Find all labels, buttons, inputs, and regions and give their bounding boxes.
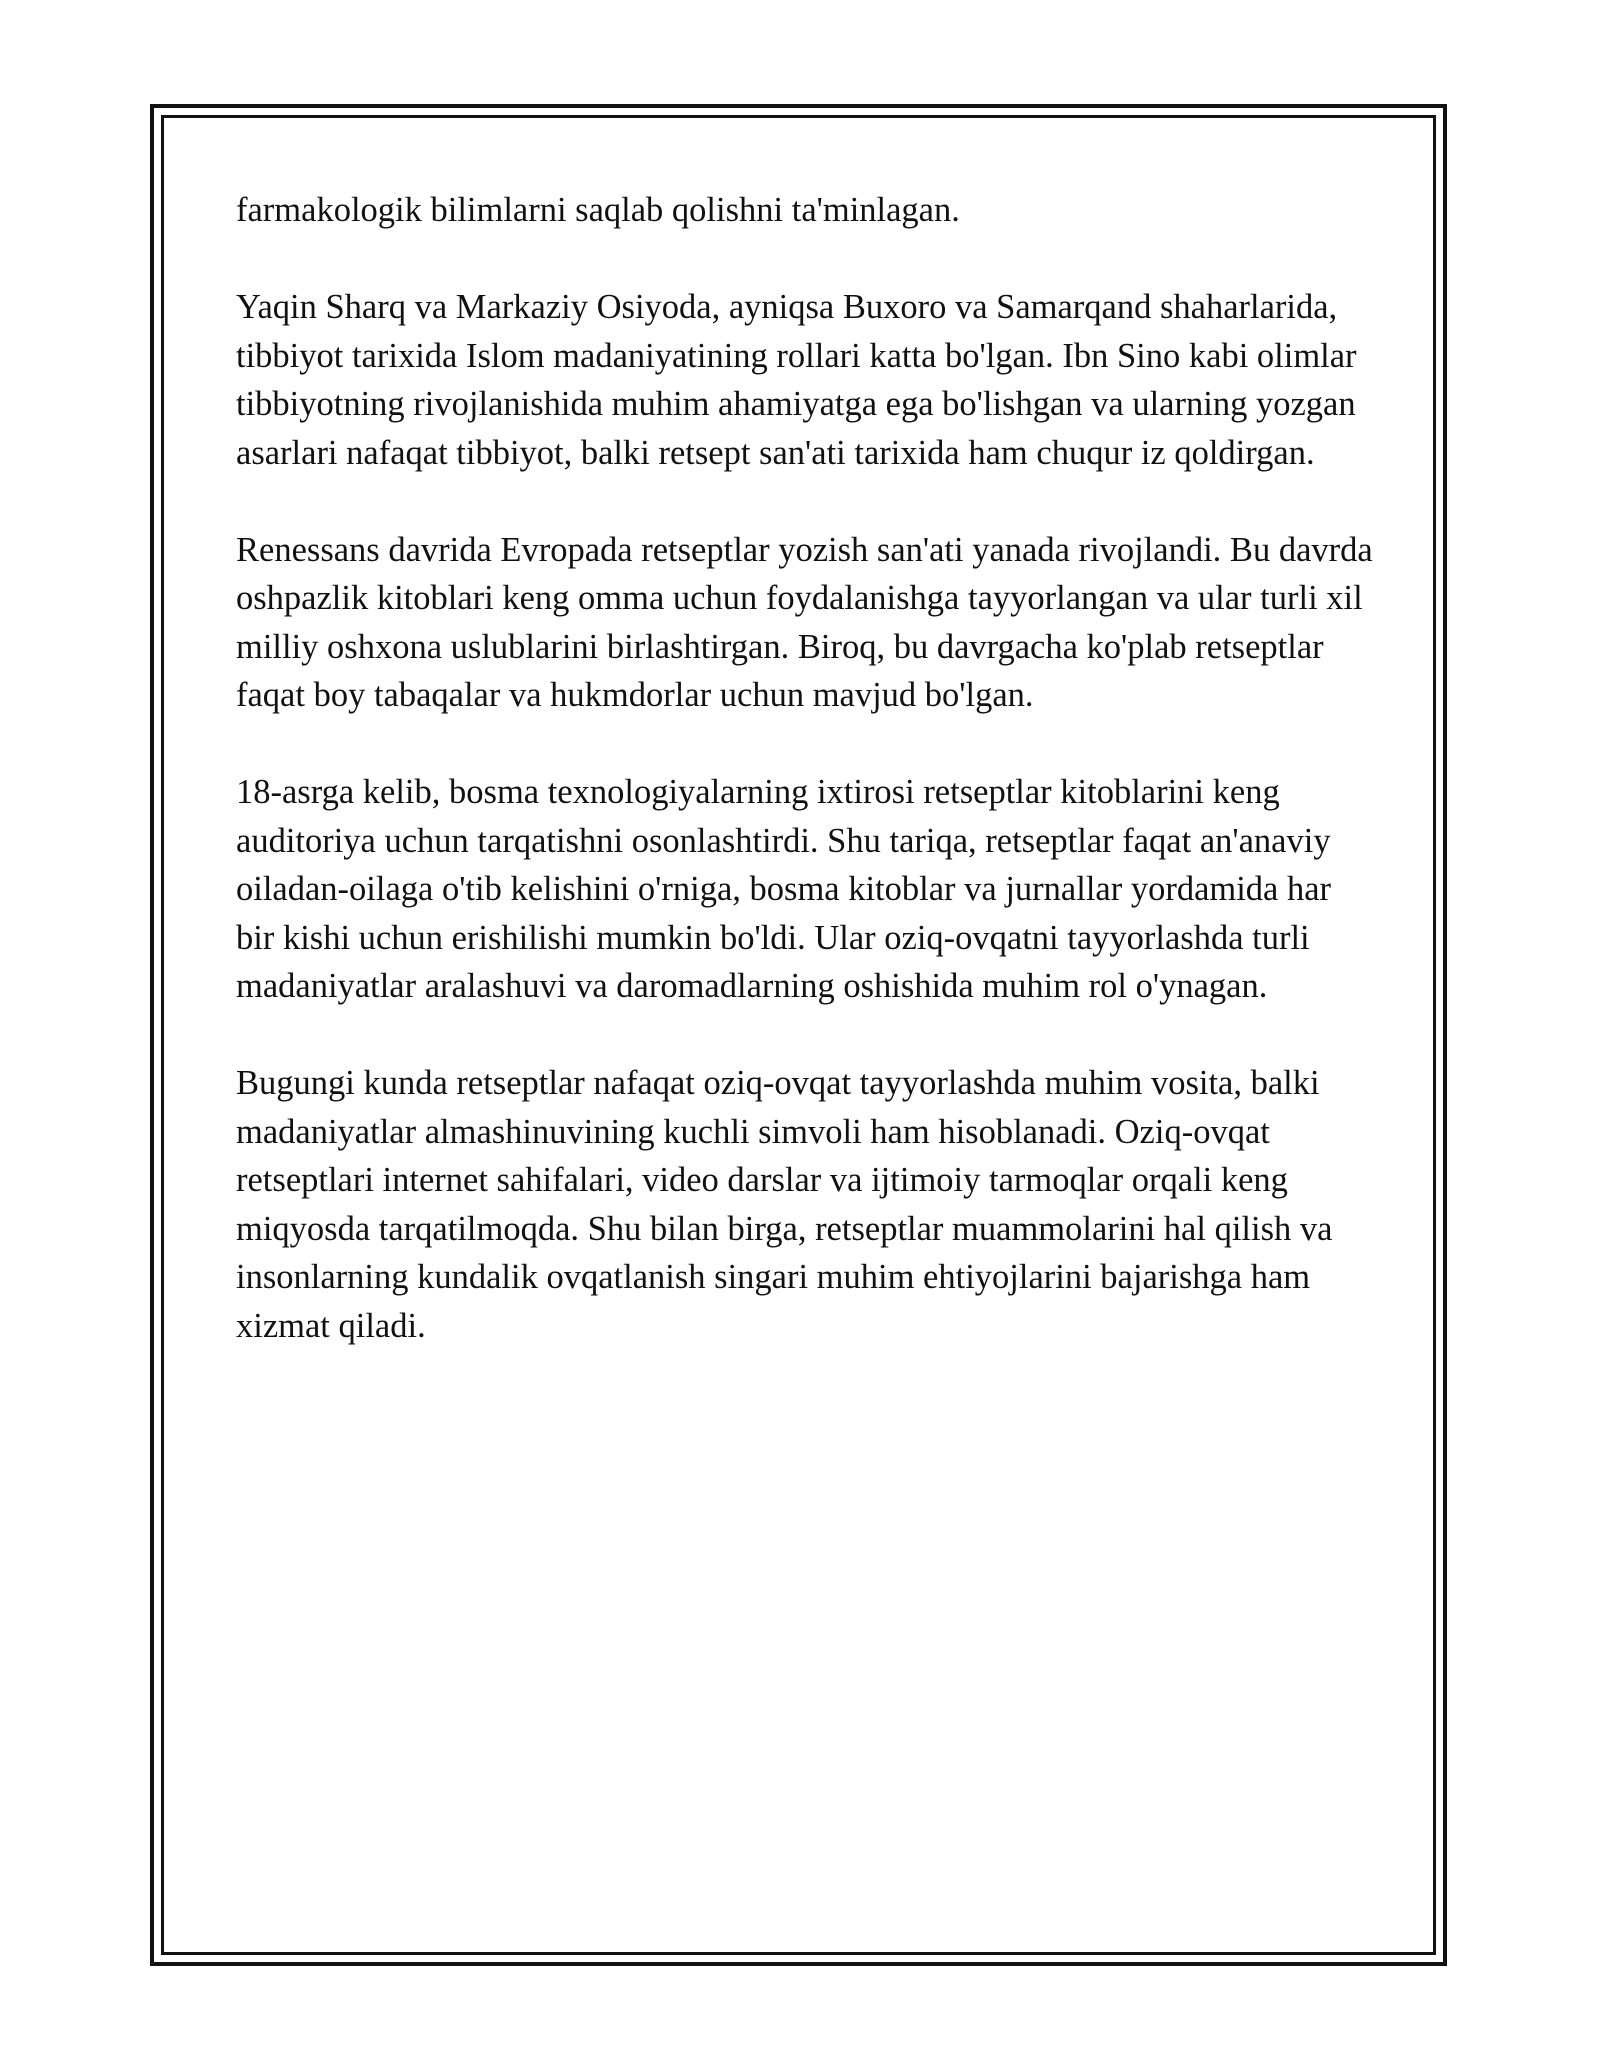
paragraph-5: Bugungi kunda retseptlar nafaqat oziq-ovqat tayyorlashda muhim vosita, balki madaniyatlar almashinuvining kuchli simvoli ham hisoblanadi. Oziq-ovqat retseptlari internet sahifalari, video darslar va ijtimoiy tarmoqlar orqali keng miqyosda tarqatilmoqda. Shu bilan birga, retseptlar muammolarini hal qilish va insonlarning kundalik ovqatlanish singari muhim ehtiyojlarini bajarishga ham xizmat qiladi. [236, 1064, 1333, 1345]
paragraph-4: 18-asrga kelib, bosma texnologiyalarning ixtirosi retseptlar kitoblarini keng auditoriya uchun tarqatishni osonlashtirdi. Shu tariqa, retseptlar faqat an'anaviy oiladan-oilaga o'tib kelishini o'rniga, bosma kitoblar va jurnallar yordamida har bir kishi uchun erishilishi mumkin bo'ldi. Ular oziq-ovqatni tayyorlashda turli madaniyatlar aralashuvi va daromadlarning oshishida muhim rol o'ynagan. [236, 773, 1332, 1005]
paragraph-2: Yaqin Sharq va Markaziy Osiyoda, ayniqsa Buxoro va Samarqand shaharlarida, tibbiyot tarixida Islom madaniyatining rollari katta bo'lgan. Ibn Sino kabi olimlar tibbiyotning rivojlanishida muhim ahamiyatga ega bo'lishgan va ularning yozgan asarlari nafaqat tibbiyot, balki retsept san'ati tarixida ham chuqur iz qoldirgan. [236, 288, 1357, 472]
paragraph-1: farmakologik bilimlarni saqlab qolishni ta'minlagan. [236, 191, 960, 229]
paragraph-3: Renessans davrida Evropada retseptlar yozish san'ati yanada rivojlandi. Bu davrda oshpazlik kitoblari keng omma uchun foydalanishga tayyorlangan va ular turli xil milliy oshxona uslublarini birlashtirgan. Biroq, bu davrgacha ko'plab retseptlar faqat boy tabaqalar va hukmdorlar uchun mavjud bo'lgan. [236, 530, 1373, 714]
document-body [236, 186, 1376, 1399]
